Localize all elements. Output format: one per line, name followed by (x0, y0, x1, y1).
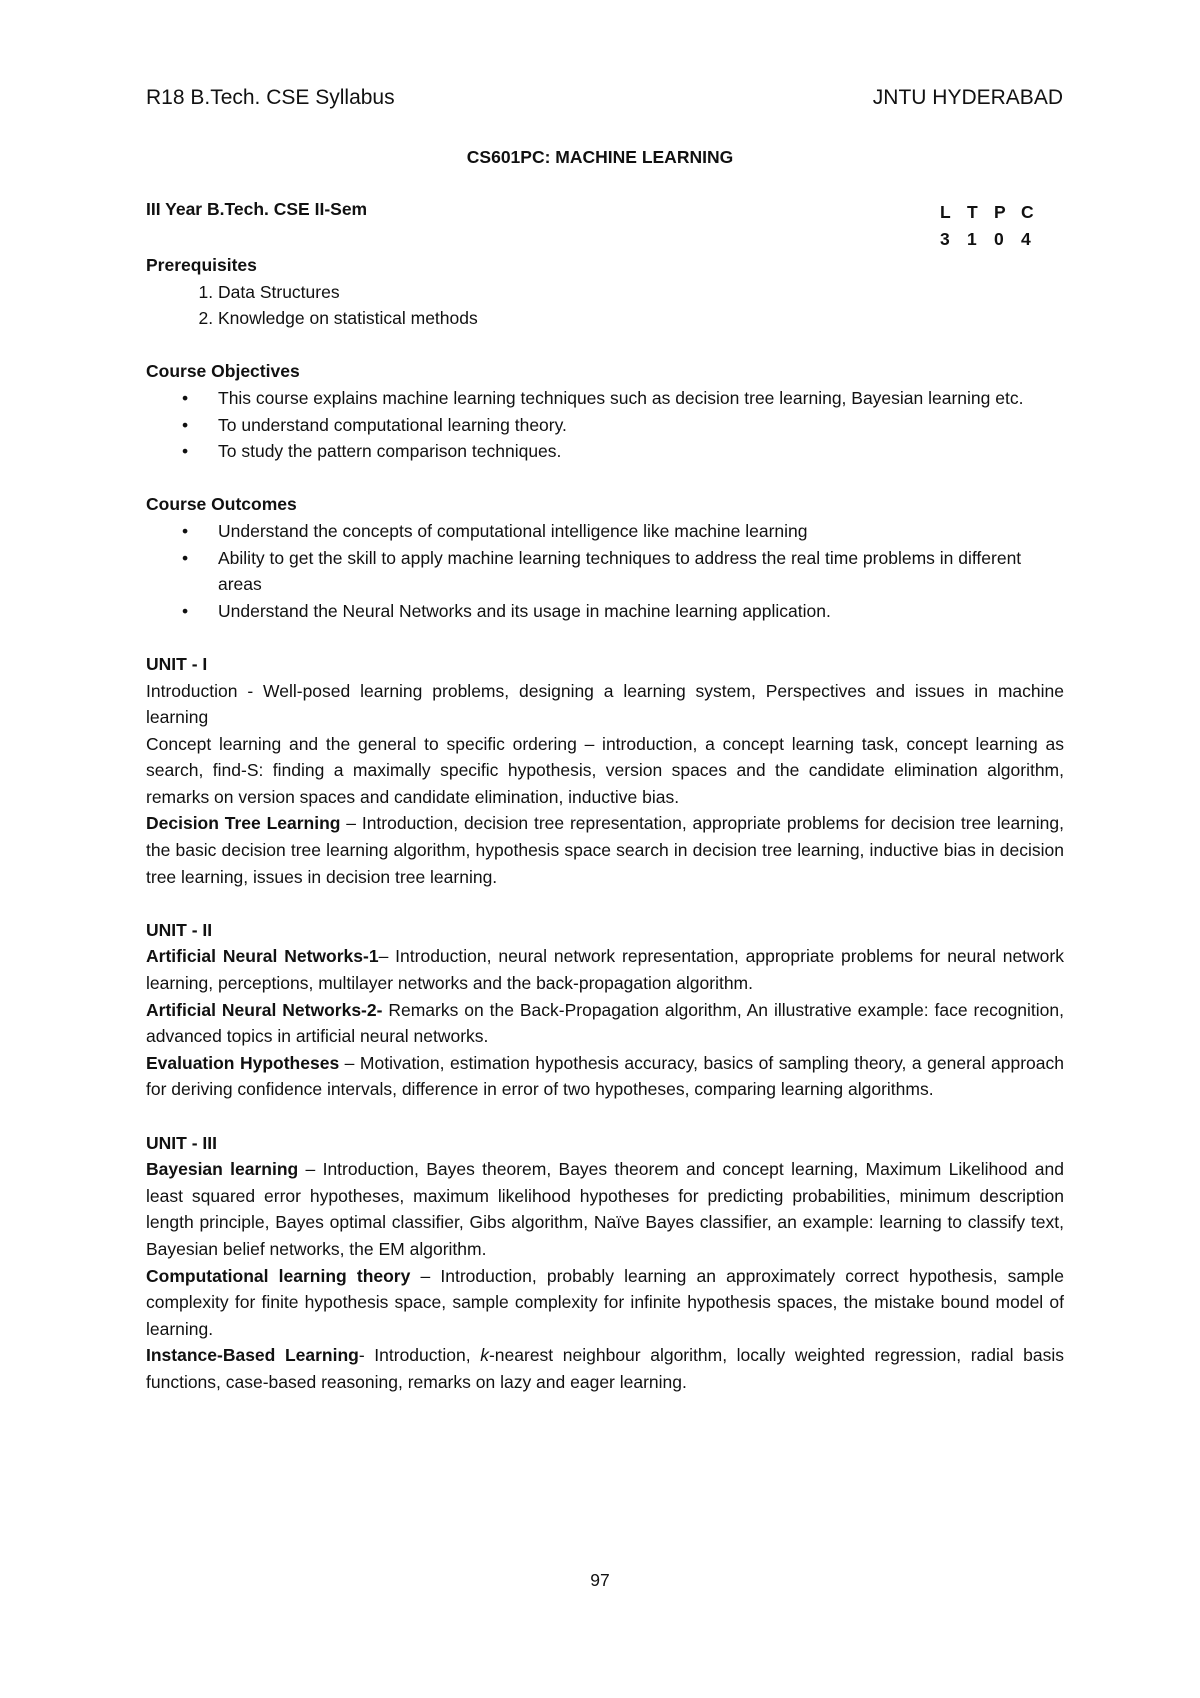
list-item: • To study the pattern comparison techniques. (218, 438, 1064, 465)
ltpc-values (940, 226, 1048, 253)
topic-title: Evaluation Hypotheses (146, 1052, 340, 1073)
ltpc-label: C (1021, 202, 1034, 222)
ltpc-value: 1 (967, 229, 977, 249)
list-item: 1. Data Structures (218, 279, 1064, 306)
ltpc-value: 0 (994, 229, 1004, 249)
objectives-heading: Course Objectives (146, 361, 300, 382)
ltpc-value: 3 (940, 229, 950, 249)
topic-title: Artificial Neural Networks-2- (146, 999, 383, 1020)
topic-title: Bayesian learning (146, 1159, 299, 1180)
unit-1-paragraph: Concept learning and the general to specific ordering – introduction, a concept learning task, concept learning as search, find-S: finding a maximally specific hypothesis, version spaces and the candidate elimination algorithm, remarks on version spaces and candidate elimination, inductive bias. (146, 733, 1064, 807)
topic-title: Decision Tree Learning (146, 813, 341, 834)
ltpc-value: 4 (1021, 229, 1031, 249)
header-left: R18 B.Tech. CSE Syllabus (146, 86, 395, 109)
header-right: JNTU HYDERABAD (872, 86, 1063, 109)
year-line: III Year B.Tech. CSE II-Sem (146, 199, 368, 219)
prerequisites-list (146, 279, 1064, 332)
topic-title: Instance-Based Learning (146, 1345, 359, 1366)
ltpc-label: L (940, 202, 951, 222)
list-item: • Understand the concepts of computational intelligence like machine learning (218, 518, 1064, 545)
syllabus-content (146, 252, 1064, 1396)
page-number: 97 (590, 1570, 610, 1590)
prerequisites-heading: Prerequisites (146, 255, 257, 275)
topic-title: Artificial Neural Networks-1 (146, 946, 379, 967)
list-item: • This course explains machine learning techniques such as decision tree learning, Bayesian learning etc. (218, 385, 1064, 412)
objectives-list (146, 385, 1064, 465)
ltpc-label: P (994, 202, 1006, 222)
unit-2-heading: UNIT - II (146, 919, 213, 940)
unit-3-heading: UNIT - III (146, 1132, 217, 1153)
list-item: • Ability to get the skill to apply machine learning techniques to address the real time problems in different areas (218, 545, 1064, 598)
unit-1-heading: UNIT - I (146, 653, 208, 674)
list-item: • To understand computational learning theory. (218, 412, 1064, 439)
unit-3-paragraph: Computational learning theory – Introduction, probably learning an approximately correct hypothesis, sample complexity for finite hypothesis space, sample complexity for infinite hypothesis spaces, the mistake bound model of learning. (146, 1265, 1064, 1339)
topic-title: Computational learning theory (146, 1265, 411, 1286)
unit-2-paragraph: Artificial Neural Networks-2- Remarks on the Back-Propagation algorithm, An illustrative example: face recognition, advanced topics in artificial neural networks. (146, 999, 1065, 1047)
ltpc-label: T (967, 202, 978, 222)
unit-1-paragraph: Decision Tree Learning – Introduction, decision tree representation, appropriate problems for decision tree learning, the basic decision tree learning algorithm, hypothesis space search in decision tree learning, inductive bias in decision tree learning, issues in decision tree learning. (146, 813, 1064, 887)
ltpc-table (940, 199, 1048, 253)
outcomes-list (146, 518, 1064, 624)
unit-3-paragraph: Bayesian learning – Introduction, Bayes theorem, Bayes theorem and concept learning, Maximum Likelihood and least squared error hypotheses, maximum likelihood hypotheses for predicting probabilities, minimum description length principle, Bayes optimal classifier, Gibs algorithm, Naïve Bayes classifier, an example: learning to classify text, Bayesian belief networks, the EM algorithm. (146, 1159, 1064, 1259)
unit-2-paragraph: Artificial Neural Networks-1– Introduction, neural network representation, appropriate problems for neural network learning, perceptions, multilayer networks and the back-propagation algorithm. (146, 946, 1064, 994)
outcomes-heading: Course Outcomes (146, 494, 297, 515)
unit-1-paragraph: Introduction - Well-posed learning problems, designing a learning system, Perspectives and issues in machine learning (146, 680, 1064, 728)
unit-3-paragraph: Instance-Based Learning- Introduction, k-nearest neighbour algorithm, locally weighted regression, radial basis functions, case-based reasoning, remarks on lazy and eager learning. (146, 1345, 1064, 1392)
ltpc-labels (940, 199, 1048, 226)
list-item: 2. Knowledge on statistical methods (218, 305, 1064, 332)
course-title: CS601PC: MACHINE LEARNING (466, 147, 734, 167)
unit-2-paragraph: Evaluation Hypotheses – Motivation, estimation hypothesis accuracy, basics of sampling theory, a general approach for deriving confidence intervals, difference in error of two hypotheses, comparing learning algorithms. (146, 1052, 1064, 1100)
list-item: • Understand the Neural Networks and its usage in machine learning application. (218, 598, 1064, 625)
